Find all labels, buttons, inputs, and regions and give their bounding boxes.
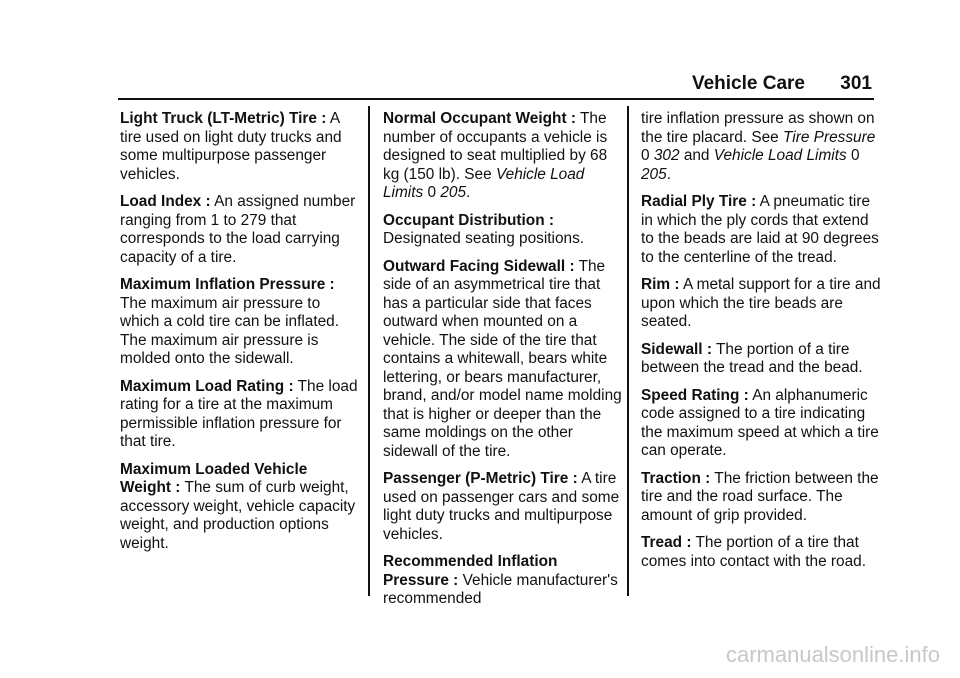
page-arrow-icon: 0 <box>427 184 437 201</box>
entry-definition: The load rating for a tire at the maximum permissible inflation pressure for that tire. <box>120 377 358 450</box>
entry-definition: A metal support for a tire and upon which the tire beads are seated. <box>641 276 881 330</box>
glossary-entry <box>120 276 360 369</box>
page-arrow-icon: 0 <box>641 147 650 164</box>
term-separator: : <box>751 193 757 210</box>
term-separator: : <box>743 386 749 404</box>
entry-term: Tread <box>641 534 683 551</box>
entry-term: Occupant Distribution <box>383 211 545 229</box>
glossary-entry <box>120 461 360 554</box>
glossary-entry <box>120 378 360 452</box>
term-separator: : <box>706 340 713 358</box>
entry-term: Rim <box>641 276 671 293</box>
term-separator: : <box>548 211 555 229</box>
column-2 <box>383 110 623 618</box>
end-punctuation: . <box>466 184 471 201</box>
entry-term: Outward Facing Sidewall <box>383 257 566 275</box>
entry-definition: The friction between the tire and the road surface. The amount of grip provided. <box>641 469 879 524</box>
header-rule <box>118 98 874 100</box>
entry-definition: An assigned number ranging from 1 to 279 that corresponds to the load carrying capacity of a tire. <box>120 193 356 266</box>
cross-reference-link[interactable]: Vehicle Load Limits <box>383 165 585 201</box>
term-separator: : <box>205 193 211 210</box>
entry-definition: An alphanumeric code assigned to a tire indicating the maximum speed at which a tire can operate. <box>641 386 879 459</box>
term-separator: : <box>569 257 575 275</box>
entry-definition: The number of occupants a vehicle is designed to seat multiplied by 68 kg (150 lb). See <box>383 110 608 183</box>
end-punctuation: . <box>666 165 671 183</box>
entry-definition: The portion of a tire between the tread and the bead. <box>641 340 863 376</box>
entry-term: Recommended Inflation Pressure <box>383 553 558 589</box>
entry-definition: The portion of a tire that comes into contact with the road. <box>641 534 866 570</box>
reference-page[interactable]: 205 <box>440 184 467 201</box>
entry-definition: A pneumatic tire in which the ply cords that extend to the beads are laid at 90 degrees to the centerline of the tread. <box>641 193 879 266</box>
watermark: carmanualsonline.info <box>725 642 940 667</box>
glossary-entry <box>120 193 360 267</box>
entry-definition: The sum of curb weight, accessory weight, vehicle capacity weight, and production options weight. <box>120 479 356 552</box>
glossary-entry <box>383 470 623 544</box>
entry-term: Maximum Load Rating <box>120 377 285 395</box>
reference-page[interactable]: 302 <box>653 147 680 164</box>
connector-text: and <box>683 147 710 164</box>
glossary-entry <box>383 258 623 462</box>
entry-definition: A tire used on light duty trucks and some multipurpose passenger vehicles. <box>120 110 342 183</box>
term-separator: : <box>288 377 294 395</box>
term-separator: : <box>329 276 335 293</box>
term-separator: : <box>686 534 692 551</box>
term-separator: : <box>453 571 459 589</box>
glossary-continuation <box>641 110 881 184</box>
column-3 <box>641 110 881 580</box>
column-divider <box>627 106 629 596</box>
glossary-entry <box>120 110 360 184</box>
cross-reference-link[interactable]: Tire Pressure <box>783 128 876 146</box>
entry-term: Load Index <box>120 193 202 210</box>
entry-term: Maximum Loaded Vehicle Weight <box>120 460 308 496</box>
entry-definition: Vehicle manufacturer's recommended <box>383 571 618 607</box>
term-separator: : <box>705 469 711 487</box>
section-title: Vehicle Care <box>691 73 806 94</box>
term-separator: : <box>570 110 576 127</box>
term-separator: : <box>674 276 680 293</box>
glossary-entry <box>641 341 881 378</box>
entry-definition: A tire used on passenger cars and some light duty trucks and multipurpose vehicles. <box>383 470 620 543</box>
glossary-entry <box>641 276 881 332</box>
entry-term: Traction <box>641 469 701 487</box>
entry-definition: The side of an asymmetrical tire that has a particular side that faces outward when mounted on a vehicle. The side of the tire that contains a whitewall, bears white lettering, or bears manufacturer, brand, and/or model name molding that is higher or deeper than the same moldings on the other sidewall of the tire. <box>383 257 622 460</box>
glossary-entry <box>383 212 623 249</box>
page-header <box>692 73 872 95</box>
entry-term: Speed Rating <box>641 386 740 404</box>
entry-term: Sidewall <box>641 340 703 358</box>
entry-term: Passenger (P-Metric) Tire <box>383 470 569 487</box>
page-arrow-icon: 0 <box>850 147 860 164</box>
entry-term: Normal Occupant Weight <box>383 110 567 127</box>
entry-definition: tire inflation pressure as shown on the tire placard. See <box>641 110 875 146</box>
column-1 <box>120 110 360 562</box>
reference-page[interactable]: 205 <box>641 165 667 183</box>
term-separator: : <box>572 470 578 487</box>
column-divider <box>368 106 370 596</box>
entry-term: Maximum Inflation Pressure <box>120 276 326 293</box>
page-number: 301 <box>840 73 872 94</box>
entry-term: Light Truck (LT-Metric) Tire <box>120 110 317 127</box>
glossary-entry <box>641 193 881 267</box>
entry-definition: The maximum air pressure to which a cold tire can be inflated. The maximum air pressure is molded onto the sidewall. <box>120 294 340 367</box>
glossary-entry <box>641 387 881 461</box>
glossary-entry <box>641 470 881 526</box>
glossary-entry <box>383 110 623 203</box>
glossary-entry <box>641 534 881 571</box>
cross-reference-link[interactable]: Vehicle Load Limits <box>713 147 847 164</box>
entry-definition: Designated seating positions. <box>383 230 585 247</box>
term-separator: : <box>321 110 327 127</box>
glossary-entry <box>383 553 623 609</box>
term-separator: : <box>175 479 181 496</box>
entry-term: Radial Ply Tire <box>641 193 747 210</box>
